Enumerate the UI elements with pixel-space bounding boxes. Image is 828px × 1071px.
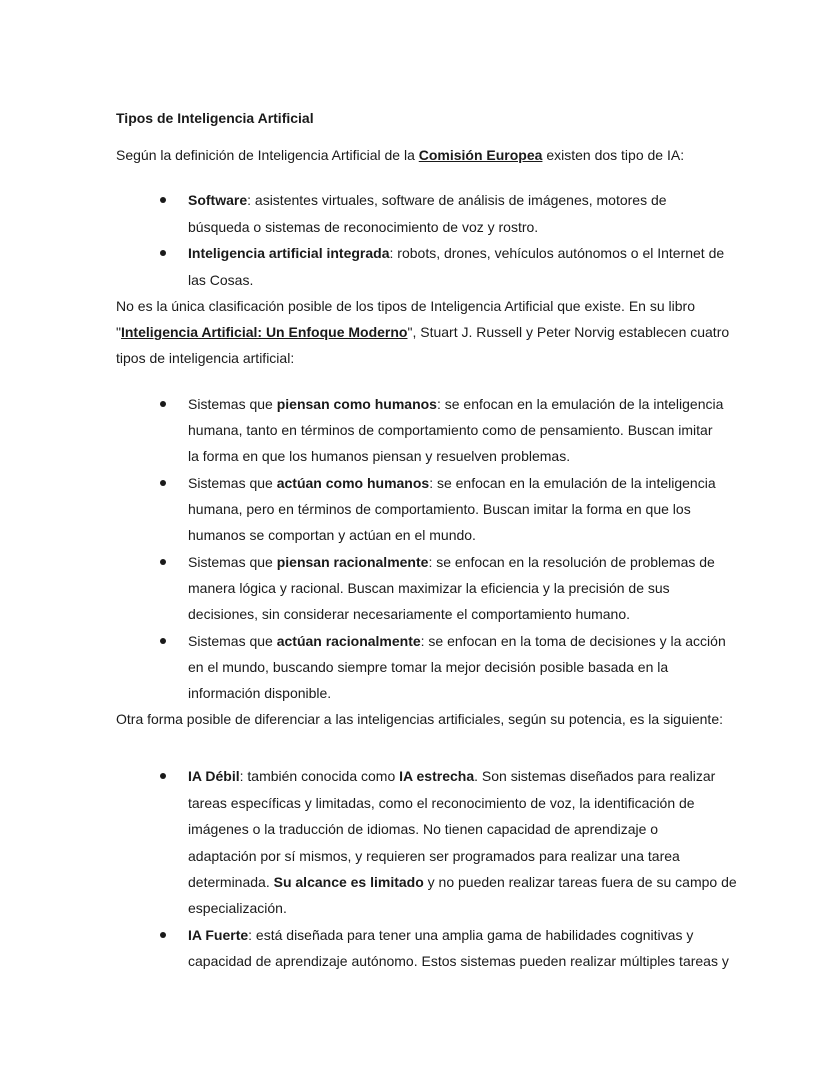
list-item-cont: información disponible. (188, 685, 332, 701)
list-item-software-cont: búsqueda o sistemas de reconocimiento de voz y rostro. (188, 219, 539, 235)
list-item-integrada-cont: las Cosas. (188, 272, 254, 288)
bullet-icon (160, 250, 166, 256)
list-item-piensan-racional: Sistemas que piensan racionalmente: se enfocan en la resolución de problemas de (188, 554, 715, 570)
paragraph-2-line-1: No es la única clasificación posible de los tipos de Inteligencia Artificial que existe. En su libro (116, 298, 695, 314)
list-item-cont: determinada. Su alcance es limitado y no pueden realizar tareas fuera de su campo de (188, 874, 737, 890)
list-item-actuan-humanos: Sistemas que actúan como humanos: se enfocan en la emulación de la inteligencia (188, 475, 716, 491)
list-item-ia-fuerte: IA Fuerte: está diseñada para tener una amplia gama de habilidades cognitivas y (188, 927, 694, 943)
document-title: Tipos de Inteligencia Artificial (116, 110, 314, 126)
book-title-link[interactable]: Inteligencia Artificial: Un Enfoque Moderno (120, 324, 408, 340)
list-item-cont: especialización. (188, 900, 287, 916)
bullet-icon (160, 480, 166, 486)
list-item-software: Software: asistentes virtuales, software de análisis de imágenes, motores de (188, 192, 667, 208)
comision-europea-link[interactable]: Comisión Europea (418, 147, 543, 163)
paragraph-2-line-3: tipos de inteligencia artificial: (116, 350, 295, 366)
list-item-cont: tareas específicas y limitadas, como el reconocimiento de voz, la identificación de (188, 795, 695, 811)
bullet-icon (160, 559, 166, 565)
bullet-icon (160, 197, 166, 203)
intro-paragraph: Según la definición de Inteligencia Artificial de la Comisión Europea existen dos tipo de IA: (116, 147, 685, 163)
list-item-cont: humanos se comportan y actúan en el mundo. (188, 527, 476, 543)
list-item-cont: imágenes o la traducción de idiomas. No tienen capacidad de aprendizaje o (188, 821, 659, 837)
list-item-cont: humana, tanto en términos de comportamiento como de pensamiento. Buscan imitar (188, 422, 713, 438)
list-item-cont: humana, pero en términos de comportamiento. Buscan imitar la forma en que los (188, 501, 691, 517)
bullet-icon (160, 773, 166, 779)
list-item-cont: en el mundo, buscando siempre tomar la mejor decisión posible basada en la (188, 659, 669, 675)
list-item-cont: capacidad de aprendizaje autónomo. Estos sistemas pueden realizar múltiples tareas y (188, 953, 729, 969)
list-item-cont: decisiones, sin considerar necesariamente el comportamiento humano. (188, 606, 631, 622)
list-item-ia-debil: IA Débil: también conocida como IA estrecha. Son sistemas diseñados para realizar (188, 768, 716, 784)
paragraph-2-line-2: "Inteligencia Artificial: Un Enfoque Moderno", Stuart J. Russell y Peter Norvig establecen cuatro (116, 324, 730, 340)
list-item-actuan-racional: Sistemas que actúan racionalmente: se enfocan en la toma de decisiones y la acción (188, 633, 726, 649)
list-item-piensan-humanos: Sistemas que piensan como humanos: se enfocan en la emulación de la inteligencia (188, 396, 724, 412)
bullet-icon (160, 401, 166, 407)
list-item-cont: la forma en que los humanos piensan y resuelven problemas. (188, 448, 571, 464)
bullet-icon (160, 638, 166, 644)
list-item-cont: adaptación por sí mismos, y requieren ser programados para realizar una tarea (188, 848, 680, 864)
paragraph-3: Otra forma posible de diferenciar a las inteligencias artificiales, según su potencia, es la siguiente: (116, 711, 723, 727)
list-item-cont: manera lógica y racional. Buscan maximizar la eficiencia y la precisión de sus (188, 580, 670, 596)
bullet-icon (160, 932, 166, 938)
list-item-integrada: Inteligencia artificial integrada: robots, drones, vehículos autónomos o el Internet de (188, 245, 725, 261)
